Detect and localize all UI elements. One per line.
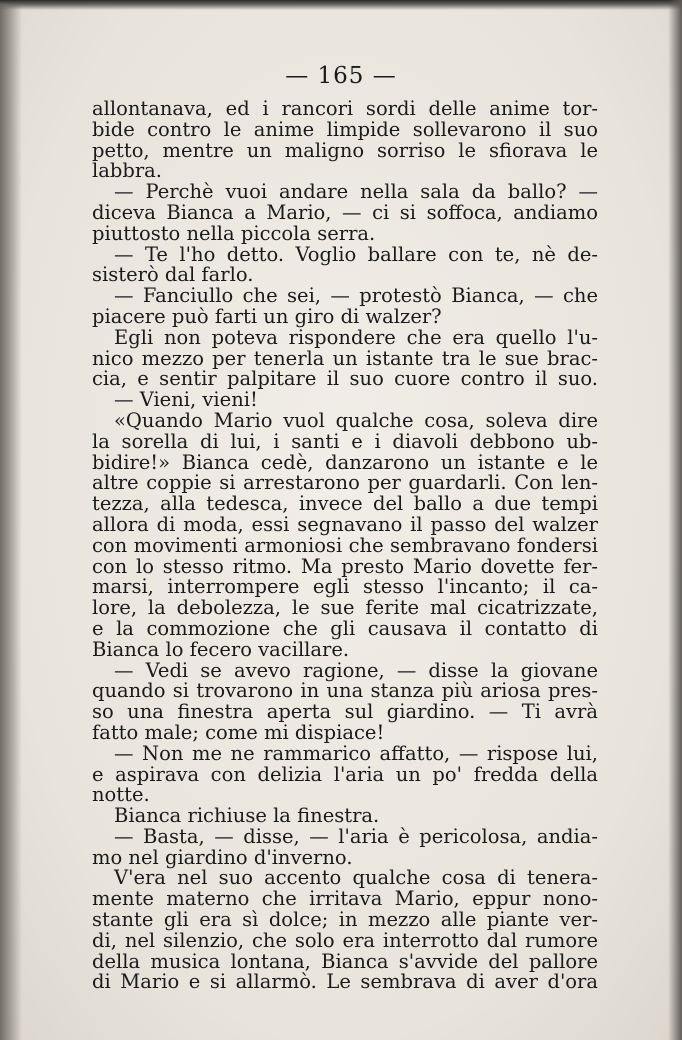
text-line: con movimenti armoniosi che sembravano fondersi	[92, 533, 598, 557]
top-edge-shadow	[0, 0, 682, 10]
text-line: la sorella di lui, i santi e i diavoli debbono ub-	[92, 429, 598, 453]
text-line: fatto male; come mi dispiace!	[92, 720, 385, 744]
text-line: di Mario e si allarmò. Le sembrava di aver d'ora	[92, 970, 598, 994]
text-line: — Fanciullo che sei, — protestò Bianca, — che	[114, 284, 598, 308]
text-line: marsi, interrompere egli stesso l'incanto; il ca-	[92, 575, 598, 599]
text-line: notte.	[92, 783, 150, 807]
text-line: altre coppie si arrestarono per guardarli. Con len-	[92, 471, 598, 495]
text-line: allontanava, ed i rancori sordi delle anime tor-	[92, 97, 598, 120]
text-line: bidire!» Bianca cedè, danzarono un istante e le	[92, 450, 598, 474]
text-line: «Quando Mario vuol qualche cosa, soleva dire	[114, 408, 598, 432]
text-line: allora di moda, essi segnavano il passo del walzer	[92, 512, 598, 536]
text-line: diceva Bianca a Mario, — ci si soffoca, andiamo	[92, 200, 598, 224]
text-line: — Basta, — disse, — l'aria è pericolosa, andia-	[114, 824, 598, 848]
text-line: piuttosto nella piccola serra.	[92, 221, 376, 245]
text-line: Bianca richiuse la finestra.	[114, 804, 380, 828]
text-line: piacere può farti un giro di walzer?	[92, 304, 442, 328]
text-line: della musica lontana, Bianca s'avvide del pallore	[92, 949, 598, 973]
text-line: con lo stesso ritmo. Ma presto Mario dovette fer-	[92, 554, 598, 578]
text-line: e aspirava con delizia l'aria un po' fredda della	[92, 762, 598, 786]
text-line: — Vieni, vieni!	[114, 388, 258, 412]
text-line: Egli non poteva rispondere che era quello l'u-	[114, 325, 598, 349]
spine-shadow	[0, 0, 22, 1040]
text-line: mente materno che irritava Mario, eppur nono-	[92, 887, 598, 911]
text-line: petto, mentre un maligno sorriso le sfiorava le	[92, 138, 598, 162]
text-line: so una finestra aperta sul giardino. — Ti avrà	[92, 700, 598, 724]
text-line: Bianca lo fecero vacillare.	[92, 637, 350, 661]
text-line: — Perchè vuoi andare nella sala da ballo? —	[114, 180, 598, 204]
page-number: — 165 —	[285, 63, 397, 89]
text-line: bide contro le anime limpide sollevarono il suo	[92, 117, 598, 141]
text-line: sisterò dal farlo.	[92, 263, 254, 287]
text-line: mo nel giardino d'inverno.	[92, 845, 353, 869]
text-line: V'era nel suo accento qualche cosa di tenera-	[114, 866, 598, 890]
text-line: nico mezzo per tenerla un istante tra le sue brac-	[92, 346, 598, 370]
text-line: — Te l'ho detto. Voglio ballare con te, nè de-	[114, 242, 598, 266]
text-line: cia, e sentir palpitare il suo cuore contro il suo.	[92, 367, 598, 391]
right-edge-shadow	[668, 0, 682, 1040]
body-text	[92, 99, 598, 993]
text-line: quando si trovarono in una stanza più ariosa pres-	[92, 679, 598, 703]
text-line: lore, la debolezza, le sue ferite mal cicatrizzate,	[92, 596, 598, 620]
text-line: — Vedi se avevo ragione, — disse la giovane	[114, 658, 598, 682]
text-line: e la commozione che gli causava il contatto di	[92, 616, 598, 640]
text-line: tezza, alla tedesca, invece del ballo a due tempi	[92, 492, 598, 516]
text-line: di, nel silenzio, che solo era interrotto dal rumore	[92, 928, 598, 952]
text-line: labbra.	[92, 159, 162, 183]
text-line: — Non me ne rammarico affatto, — rispose lui,	[114, 741, 598, 765]
text-line: stante gli era sì dolce; in mezzo alle piante ver-	[92, 908, 598, 932]
